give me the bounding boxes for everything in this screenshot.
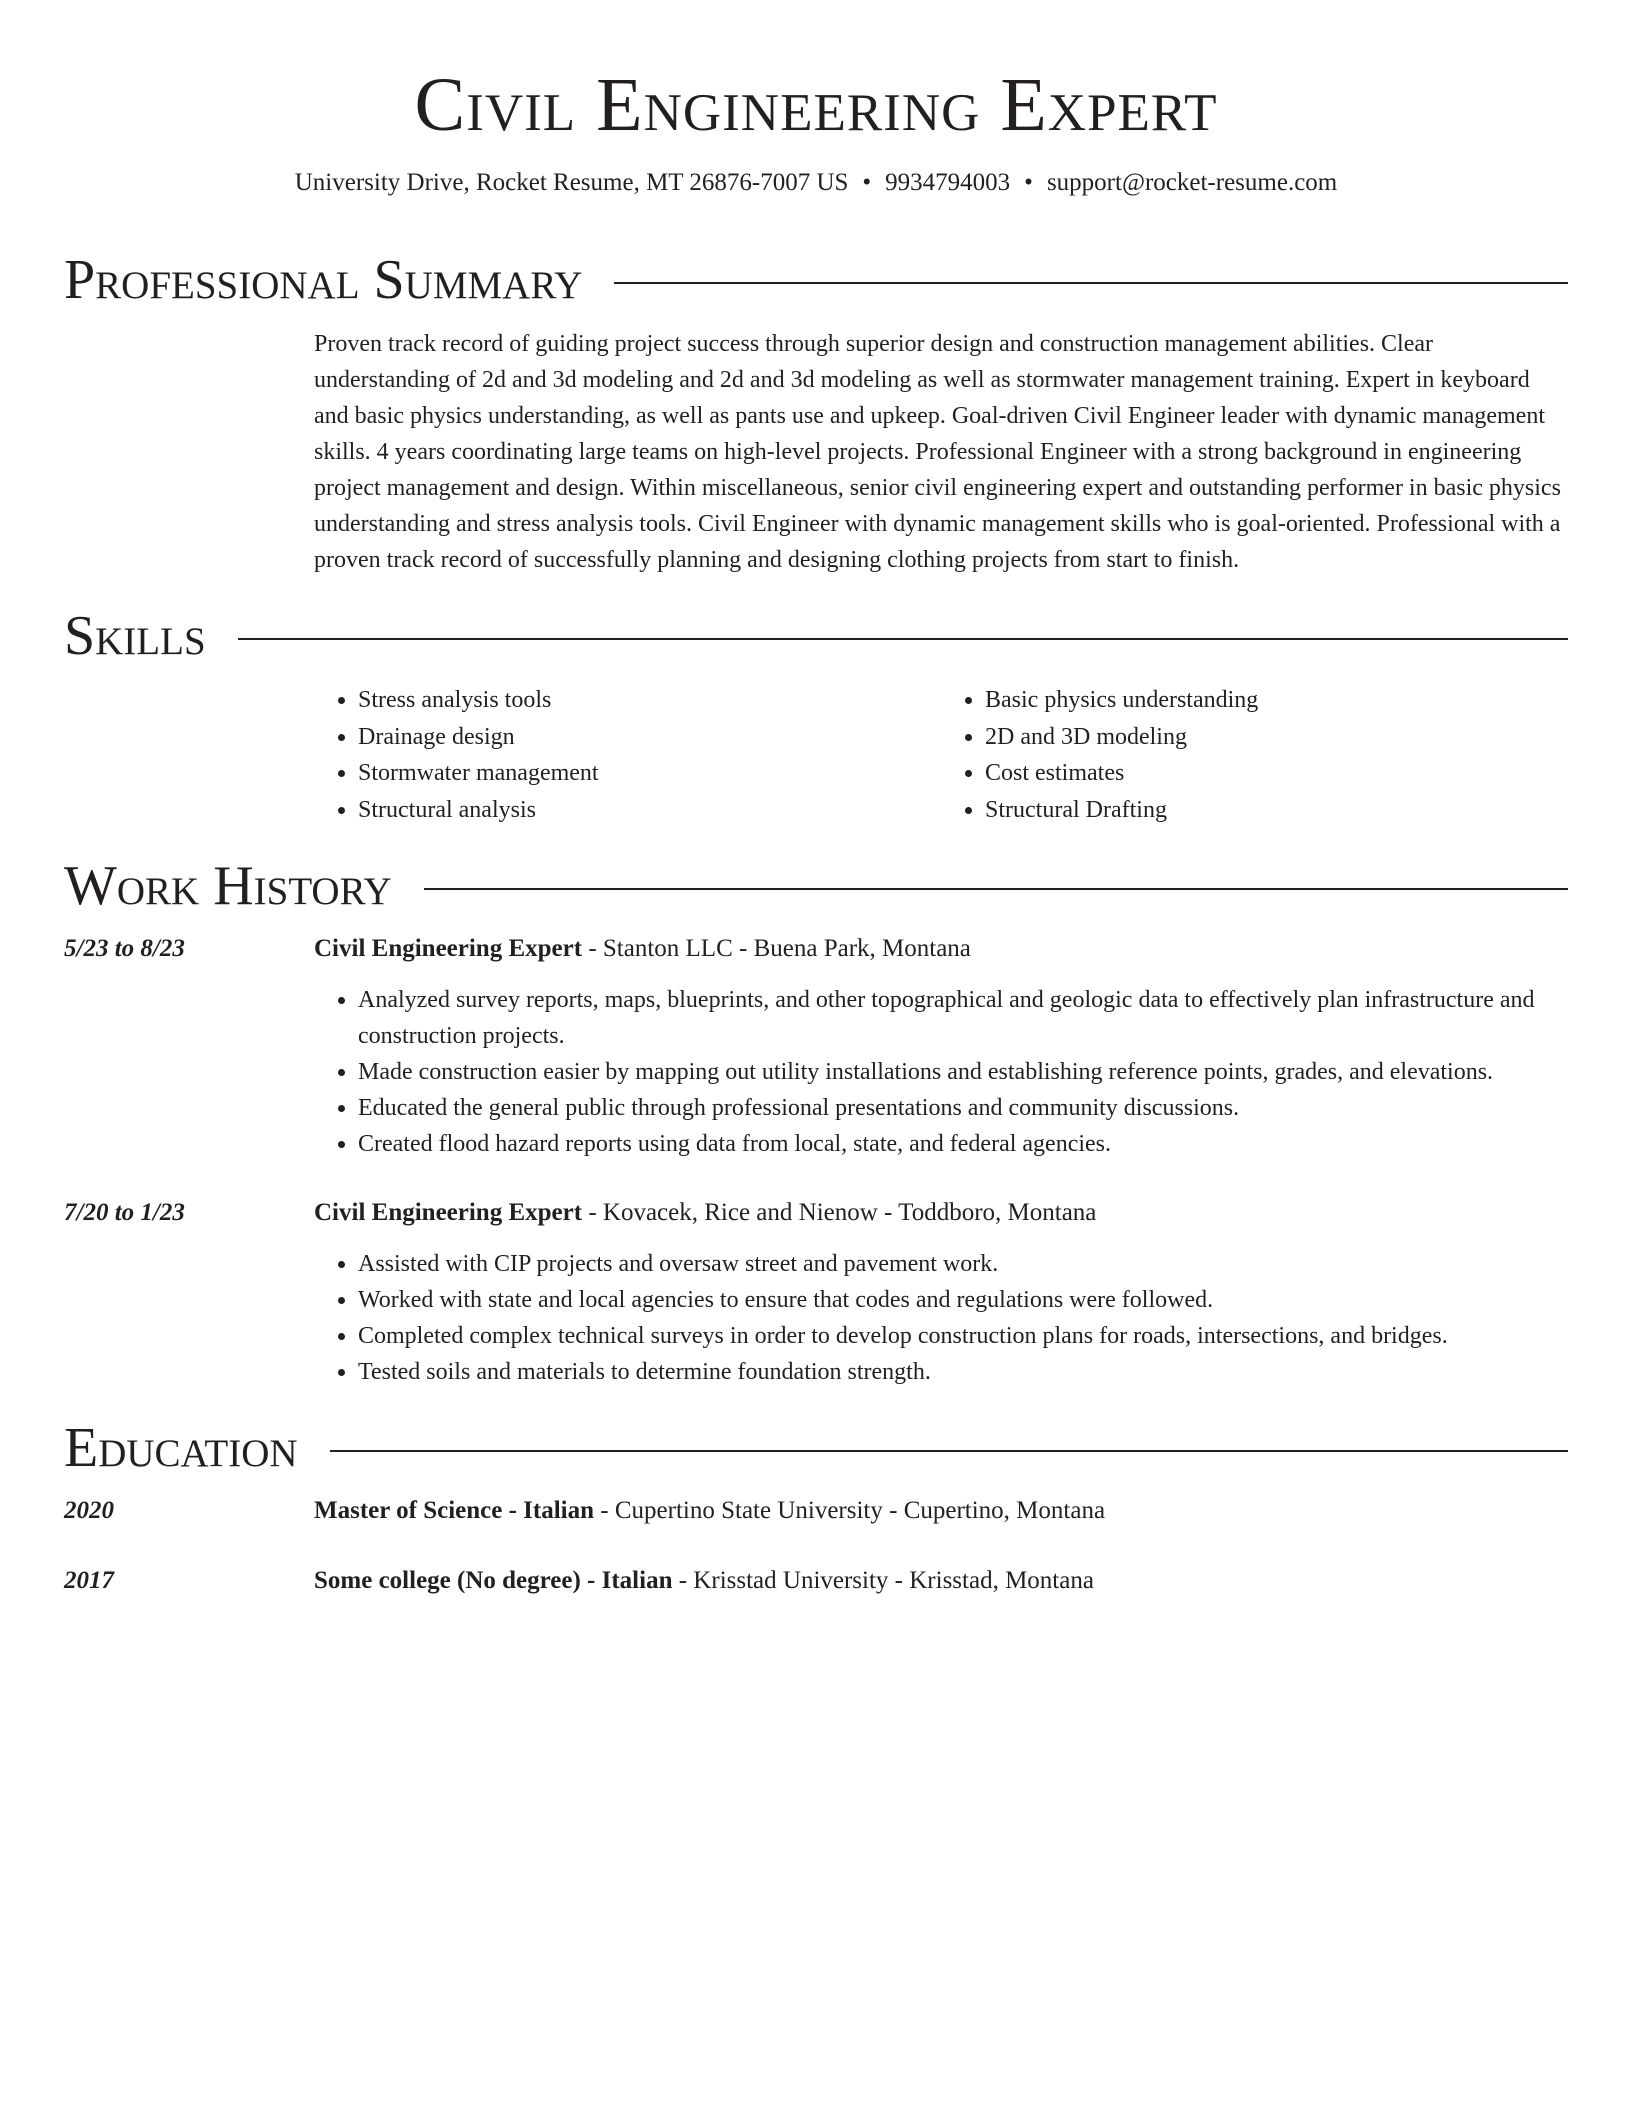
section-divider: [330, 1450, 1568, 1452]
skill-item: • Structural Drafting: [985, 792, 1568, 829]
job-title-line: [314, 1196, 1568, 1230]
skill-item: • 2D and 3D modeling: [985, 719, 1568, 756]
contact-line: [64, 168, 1568, 198]
education-year: 2020: [64, 1497, 114, 1524]
education-details: - Krisstad University - Krisstad, Montana: [672, 1567, 1094, 1594]
job-bullet: • Tested soils and materials to determine foundation strength.: [358, 1354, 1568, 1390]
education-degree: Some college (No degree) - Italian: [314, 1567, 673, 1594]
education-body: [314, 1494, 1568, 1528]
education-section-header: [64, 1416, 1568, 1480]
job-title: Civil Engineering Expert: [314, 1199, 583, 1226]
job-details: - Stanton LLC - Buena Park, Montana: [582, 935, 971, 962]
skill-item: • Basic physics understanding: [985, 682, 1568, 719]
contact-phone: 9934794003: [885, 169, 1011, 196]
education-details: - Cupertino State University - Cupertino, Montana: [594, 1497, 1106, 1524]
job-title: Civil Engineering Expert: [314, 935, 583, 962]
job-bullet: • Made construction easier by mapping out utility installations and establishing reference points, grades, and elevations.: [358, 1054, 1568, 1090]
contact-email: support@rocket-resume.com: [1046, 169, 1338, 196]
section-divider: [238, 638, 1568, 640]
skill-item: • Structural analysis: [358, 792, 941, 829]
skills-list: [314, 682, 1568, 828]
education-year: 2017: [64, 1567, 114, 1594]
contact-separator: •: [862, 169, 872, 196]
section-divider: [424, 888, 1568, 890]
education-body: [314, 1564, 1568, 1598]
summary-body: [314, 326, 1568, 578]
job-bullet: • Worked with state and local agencies to ensure that codes and regulations were followed.: [358, 1282, 1568, 1318]
education-entry: [64, 1494, 1568, 1528]
education-line: [314, 1494, 1568, 1528]
job-bullets: [314, 982, 1568, 1162]
skills-column-right: [941, 682, 1568, 828]
skill-item: • Stormwater management: [358, 755, 941, 792]
job-bullet: • Assisted with CIP projects and oversaw street and pavement work.: [358, 1246, 1568, 1282]
job-details: - Kovacek, Rice and Nienow - Toddboro, Montana: [582, 1199, 1097, 1226]
job-dates: 7/20 to 1/23: [64, 1199, 185, 1226]
job-bullet: • Educated the general public through professional presentations and community discussions.: [358, 1090, 1568, 1126]
contact-separator: •: [1024, 169, 1033, 196]
skills-section-header: [64, 604, 1568, 668]
job-entry: [64, 932, 1568, 1162]
job-bullet: • Analyzed survey reports, maps, blueprints, and other topographical and geologic data to effectively plan infrastructure and construction projects.: [358, 982, 1568, 1054]
job-dates: 5/23 to 8/23: [64, 935, 185, 962]
contact-address: University Drive, Rocket Resume, MT 26876-7007 US: [294, 169, 849, 196]
education-line: [314, 1564, 1568, 1598]
education-entry: [64, 1564, 1568, 1598]
section-divider: [614, 282, 1568, 284]
skill-item: • Stress analysis tools: [358, 682, 941, 719]
job-bullet: • Completed complex technical surveys in order to develop construction plans for roads, intersections, and bridges.: [358, 1318, 1568, 1354]
job-entry: [64, 1196, 1568, 1390]
summary-section-header: [64, 248, 1568, 312]
work-section-header: [64, 854, 1568, 918]
job-body: [314, 932, 1568, 1162]
skill-item: • Cost estimates: [985, 755, 1568, 792]
job-body: [314, 1196, 1568, 1390]
work-heading: Work History: [64, 855, 392, 917]
skill-item: • Drainage design: [358, 719, 941, 756]
summary-heading: Professional Summary: [64, 249, 583, 311]
job-title-line: [314, 932, 1568, 966]
education-degree: Master of Science - Italian: [314, 1497, 595, 1524]
candidate-name: Civil Engineering Expert: [414, 63, 1218, 147]
job-bullet: • Created flood hazard reports using data from local, state, and federal agencies.: [358, 1126, 1568, 1162]
skills-column-left: [314, 682, 941, 828]
job-bullets: [314, 1246, 1568, 1390]
education-heading: Education: [64, 1417, 298, 1479]
skills-heading: Skills: [64, 605, 206, 667]
summary-text: Proven track record of guiding project success through superior design and construction management abilities. Clear understanding of 2d and 3d modeling and 2d and 3d modeling as well as stormwater management training. Expert in keyboard and basic physics understanding, as well as pants use and upkeep. Goal-driven Civil Engineer leader with dynamic management skills. 4 years coordinating large teams on high-level projects. Professional Engineer with a strong background in engineering project management and design. Within miscellaneous, senior civil engineering expert and outstanding performer in basic physics understanding and stress analysis tools. Civil Engineer with dynamic management skills who is goal-oriented. Professional with a proven track record of successfully planning and designing clothing projects from start to finish.: [314, 331, 1561, 573]
